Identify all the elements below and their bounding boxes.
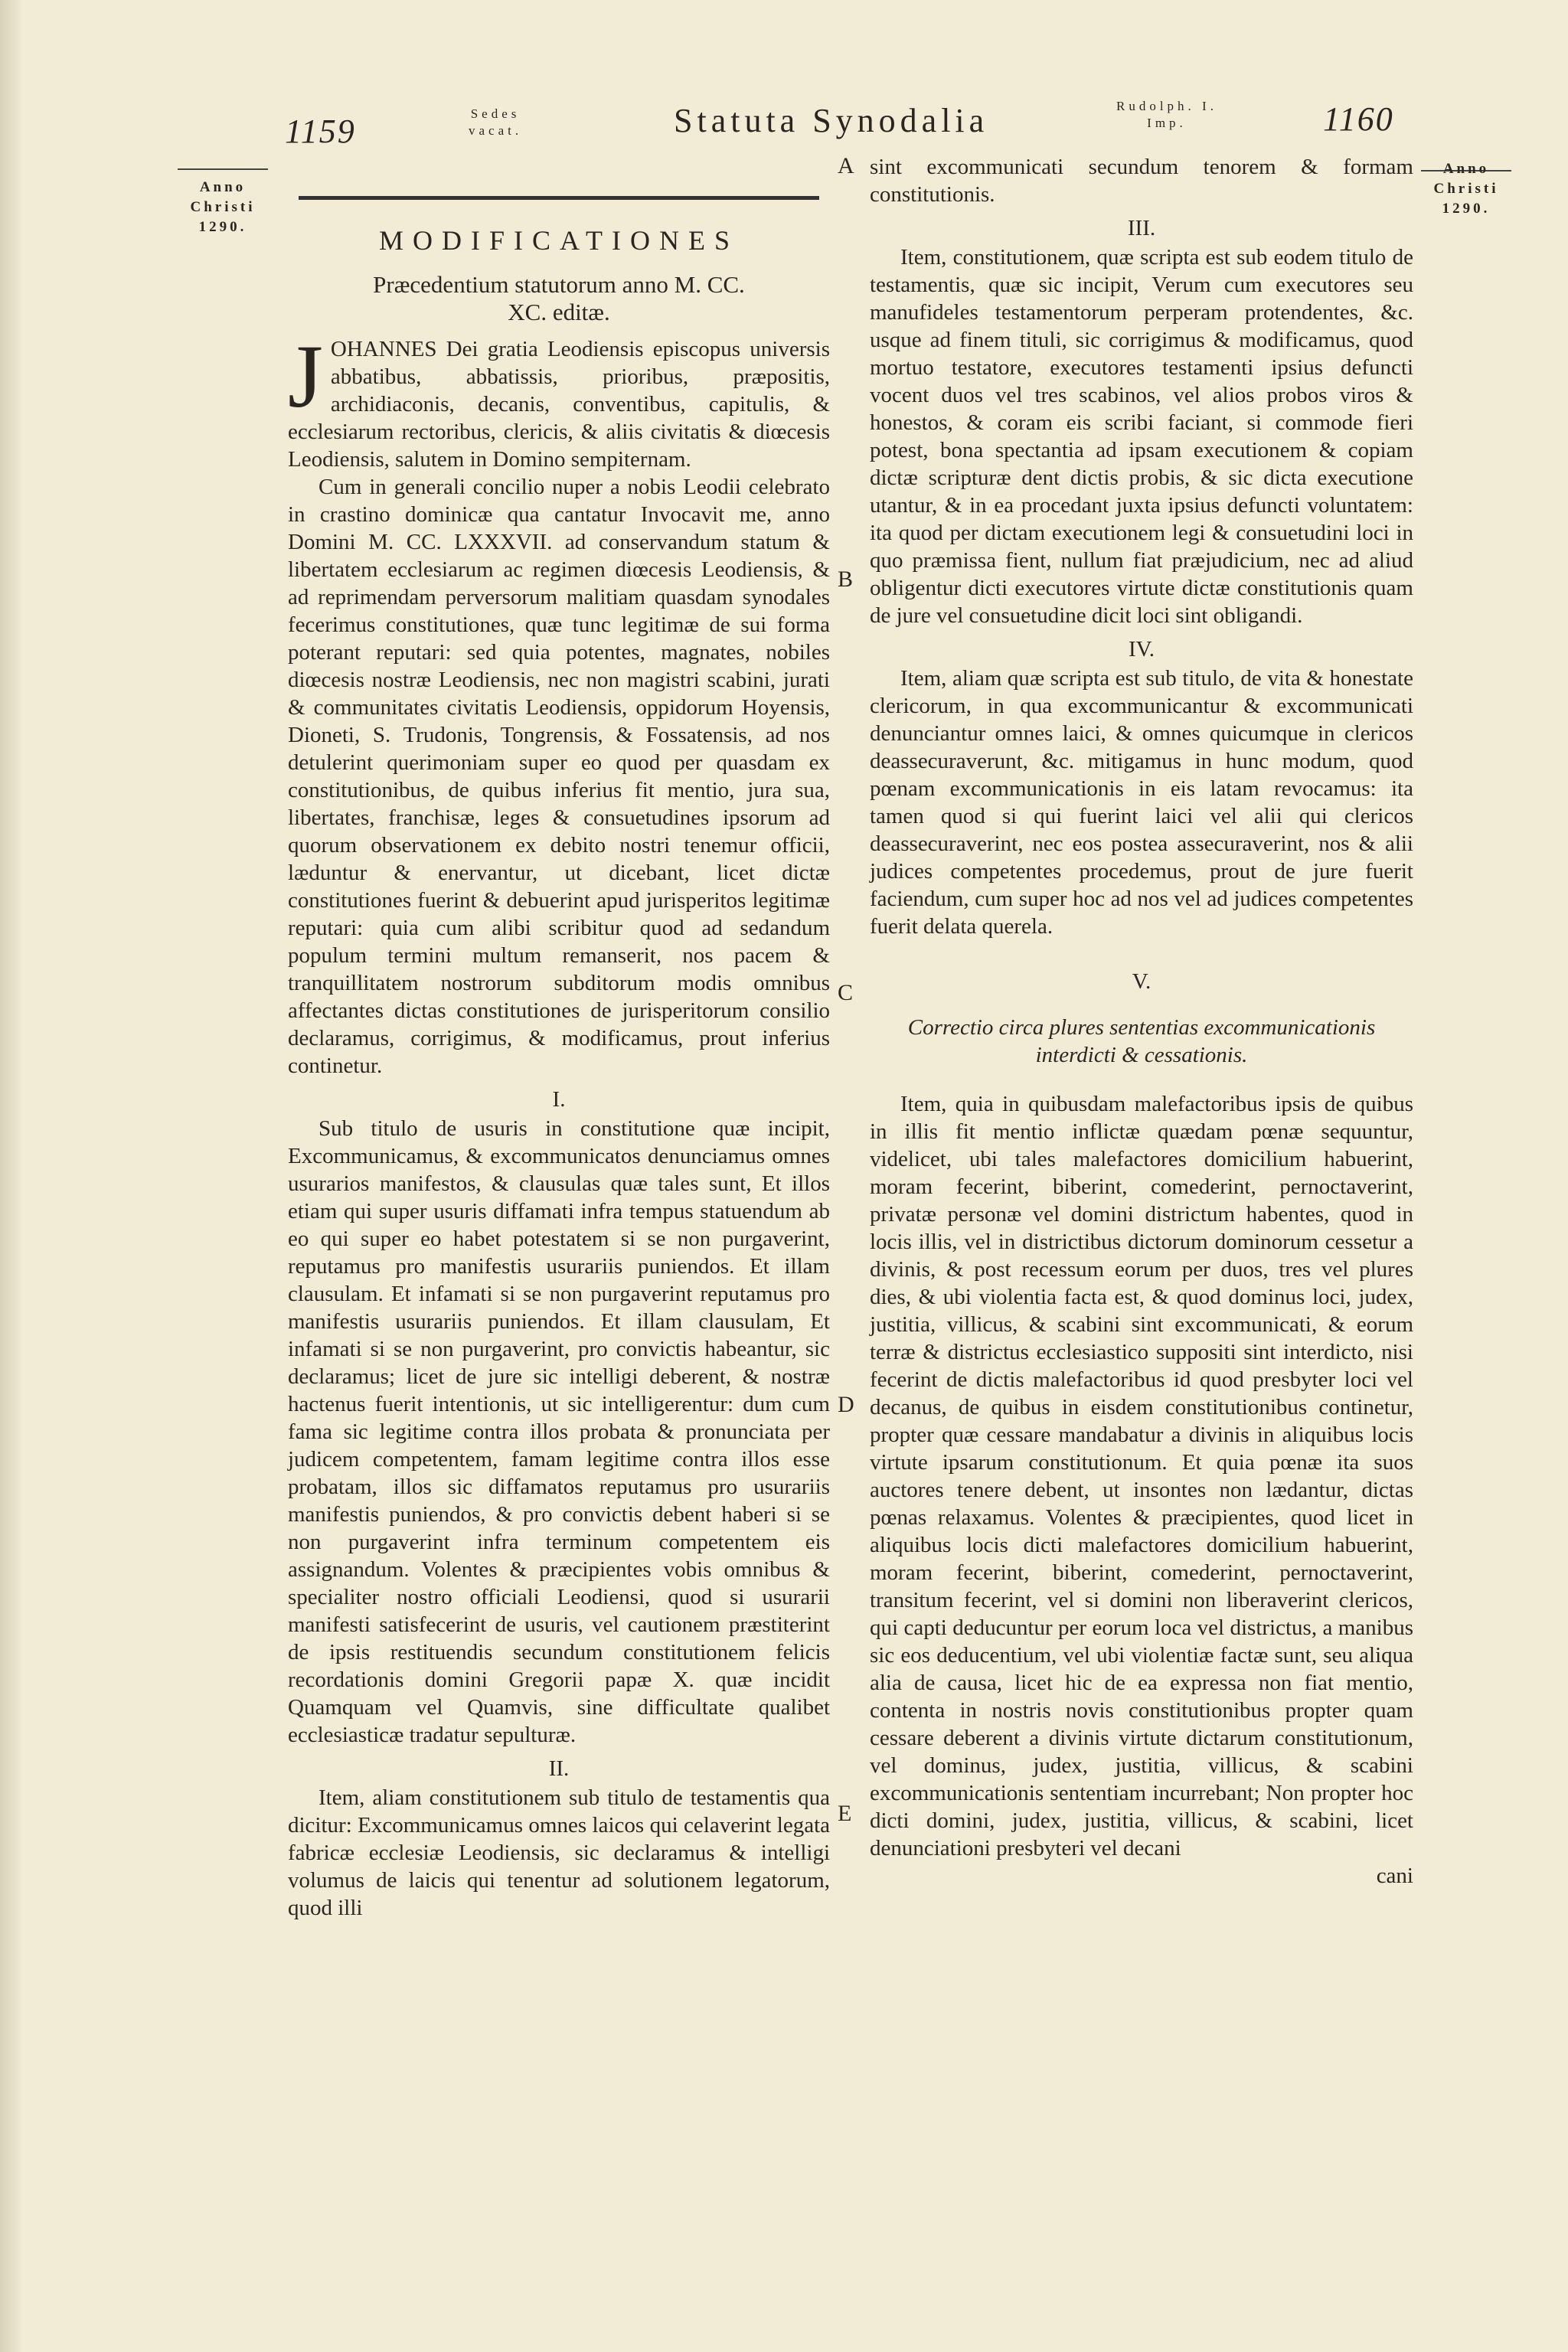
paragraph-article-4: Item, aliam quæ scripta est sub titulo, de vita & honestate clericorum, in qua excommunicantur & excommunicati denunciantur omnes laici, & omnes quicumque in clericos deassecuraverunt, &c. mitigamus in hunc modum, quod pœnam excommunicationis in eis latam revocamus: ita tamen quod si qui fuerint laici vel alii qui clericos deassecuraverint, nec eos postea assecuraverint, nos & alii judices competentes procedemus, prout de jure fuerit faciendum, cum super hoc ad nos vel ad judices competentes fuerit delata querela. [870, 666, 1413, 939]
margin-letter-d: D [838, 1392, 854, 1417]
right-running-head-line2: Imp. [1147, 116, 1187, 130]
left-running-head-line1: Sedes [470, 106, 521, 121]
margin-note-right [1416, 159, 1516, 219]
paragraph-article-3: Item, constitutionem, quæ scripta est sub eodem titulo de testamentis, quæ sic incipit, Verum cum executores seu manufideles testamentorum perperam protendentes, &c. usque ad finem tituli, sic corrigimus & modificamus, quod mortuo testatore, executores testamenti ipsius defuncti vocent duos vel tres scabinos, vel alios probos viros & honestos, & coram eis scribi faciant, si commode fieri potest, bona spectantia ad ipsam executionem & copiam dictæ scripturæ dent dictis probis, & sic dicta executione utantur, & in ea procedant juxta ipsius defuncti voluntatem: ita quod per dictam executionem legi & consuetudini loci in quo præmissa fient, nullum fiat præjudicium, nec ad aliud obligentur dicti executores virtute dictæ constitutionis quam de jure vel consuetudine dicit loci sint obligandi. [870, 245, 1413, 628]
intro-text: OHANNES Dei gratia Leodiensis episcopus universis abbatibus, abbatissis, prioribus, præpositis, archidiaconis, decanis, conventibus, capitulis, & ecclesiarum rectoribus, clericis, & aliis civitatis & diœcesis Leodiensis, salutem in Domino sempiternam. [288, 337, 830, 472]
right-page-number: 1160 [1323, 100, 1394, 138]
margin-note-left-line3: 1290. [198, 219, 247, 235]
drop-cap: J [288, 326, 323, 426]
section-heading: MODIFICATIONES [378, 225, 739, 256]
paragraph-article-2-continued: sint excommunicati secundum tenorem & formam constitutionis. [870, 155, 1413, 207]
page-binding-edge [0, 0, 21, 2352]
margin-rule-left [178, 168, 268, 170]
article-5-subtitle: Correctio circa plures sententias excommunicationis interdicti & cessationis. [907, 1015, 1376, 1067]
margin-letter-e: E [838, 1801, 852, 1826]
article-number-4: IV. [1128, 637, 1155, 662]
section-subheading-line2: XC. editæ. [508, 299, 610, 325]
intro-paragraph [288, 326, 830, 473]
section-subheading-line1: Præcedentium statutorum anno M. CC. [373, 271, 745, 298]
right-column [870, 153, 1413, 1890]
margin-letter-b: B [838, 567, 854, 592]
paragraph-article-5: Item, quia in quibusdam malefactoribus ipsis de quibus in illis fit mentio inflictæ quædam pœnæ sequuntur, videlicet, ubi tales malefactores domicilium habuerint, moram fecerint, biberint, comederint, pernoctaverint, privatæ personæ vel domini districtum habentes, quod in locis illis, vel in districtibus dictorum dominorum cessetur a divinis, & post recessum eorum per duos, tres vel plures dies, & ubi violentia facta est, & quod dominus loci, judex, justitia, villicus, & scabini sint excommunicati, & eorum terræ & districtus ecclesiastico suppositi sint interdicto, nisi fecerint de dictis malefactoribus id quod presbyter loci vel decanus, de quibus in eisdem constitutionibus continetur, propter quæ cessare mandabatur a divinis in aliquibus locis virtute ipsarum constitutionum. Et quia pœnæ ita suos auctores tenere debent, ut insontes non lædantur, dictas pœnas relaxamus. Volentes & præcipientes, quod licet in aliquibus locis dicti malefactores domicilium habuerint, moram fecerint, biberint, comederint, pernoctaverint, transitum fecerint, vel si domini non liberaverint clericos, qui capti deducuntur per eorum loca vel districtus, a manibus sic eos deducentium, vel ubi violentiæ factæ sunt, seu aliqua alia de causa, licet hic de ea expressa non fiat mentio, contenta in nostris novis constitutionibus propter quam cessare deberent a divinis virtute dictarum constitutionum, vel dominus, judex, justitia, villicus, & scabini excommunicationis sententiam incurrebant; Non propter hoc dicti domini, judex, justitia, villicus, & scabini, licet denunciationi presbyteri vel decani [870, 1092, 1413, 1860]
section-subheading [288, 271, 830, 326]
article-number-5: V. [1132, 969, 1152, 994]
right-running-head-line1: Rudolph. I. [1116, 99, 1217, 113]
left-running-head-line2: vacat. [469, 123, 523, 138]
paragraph-preamble: Cum in generali concilio nuper a nobis Leodii celebrato in crastino dominicæ qua cantatur Invocavit me, anno Domini M. CC. LXXXVII. ad conservandum statum & libertatem ecclesiarum ac regimen diœcesis Leodiensis, & ad reprimendam perversorum malitiam quasdam synodales fecerimus constitutiones, quæ tunc legitimæ de sui forma poterant reputari: sed quia potentes, magnates, nobiles diœcesis nostræ Leodiensis, nec non magistri scabini, jurati & communitates civitatis Leodiensis, oppidorum Hoyensis, Dioneti, S. Trudonis, Tongrensis, & Fossatensis, ad nos detulerint querimoniam super eo quod per quasdam ex constitutionibus, de quibus inferius fit mentio, jura sua, libertates, franchisæ, leges & consuetudines ipsorum ad quorum observationem ex debito nostri tenemur officii, læduntur & enervantur, ut dicebant, licet dictæ constitutiones fuerint & debuerint apud jurisperitos legitimæ reputari: quia cum alibi scribitur quod ad sedandum populum termini multum remanserit, nos pacem & tranquillitatem nostrorum subditorum modis omnibus affectantes dictas constitutiones de jurisperitorum consilio declaramus, corrigimus, & modificamus, prout inferius continetur. [288, 475, 830, 1078]
margin-letter-c: C [838, 980, 854, 1005]
margin-letter-a: A [838, 153, 854, 178]
paragraph-article-1: Sub titulo de usuris in constitutione quæ incipit, Excommunicamus, & excommunicatos denunciamus omnes usurarios manifestos, & clausulas quæ tales sunt, Et illos etiam qui super usuris diffamati infra tempus statuendum ab eo qui super eo habet potestatem si se non purgaverint, reputamus pro manifestis usurariis puniendos. Et illam clausulam. Et infamati si se non purgaverint reputamus pro manifestis usurariis puniendos. Et illam clausulam, Et infamati si se non purgaverint, pro convictis habeantur, sic declaramus; licet de jure sic intelligi deberent, & nostræ hactenus fuerit intentionis, ut sic intelligerentur: dum cum fama sic legitime contra illos probata & pronunciata per judicem competentem, famam legitime contra illos esse probatam, illos sic diffamatos reputamus pro usurariis manifestis puniendos, & pro convictis debent haberi si se non purgaverint infra terminum competentem eis assignandum. Volentes & præcipientes vobis omnibus & specialiter nostro officiali Leodiensi, quod si usurarii manifesti satisfecerint de usuris, vel cautionem præstiterint de ipsis restituendis secundum constitutionem felicis recordationis domini Gregorii papæ X. quæ incidit Quamquam vel Quamvis, sine difficultate qualibet ecclesiasticæ tradatur sepulturæ. [288, 1116, 830, 1747]
article-number-1: I. [552, 1087, 566, 1112]
article-number-3: III. [1127, 216, 1156, 240]
catchword: cani [1376, 1864, 1413, 1888]
margin-note-right-line1: Anno [1442, 161, 1490, 177]
margin-note-right-line2: Christi [1433, 181, 1499, 197]
margin-note-left-line2: Christi [190, 199, 256, 215]
left-page-number: 1159 [285, 113, 356, 150]
paragraph-article-2: Item, aliam constitutionem sub titulo de testamentis qua dicitur: Excommunicamus omnes laicos qui celaverint legata fabricæ ecclesiæ Leodiensis, sic declaramus & intelligi volumus de laicis qui tenentur ad solutionem legatorum, quod illi [288, 1785, 830, 1920]
page-title: Statuta Synodalia [674, 102, 989, 139]
margin-note-left-line1: Anno [199, 179, 247, 195]
margin-note-right-line3: 1290. [1442, 201, 1491, 217]
heading-rule [299, 196, 819, 200]
margin-note-left [178, 178, 268, 237]
article-number-2: II. [548, 1756, 570, 1781]
left-running-head [469, 106, 522, 139]
right-running-head [1116, 98, 1217, 132]
left-column [288, 222, 830, 1922]
